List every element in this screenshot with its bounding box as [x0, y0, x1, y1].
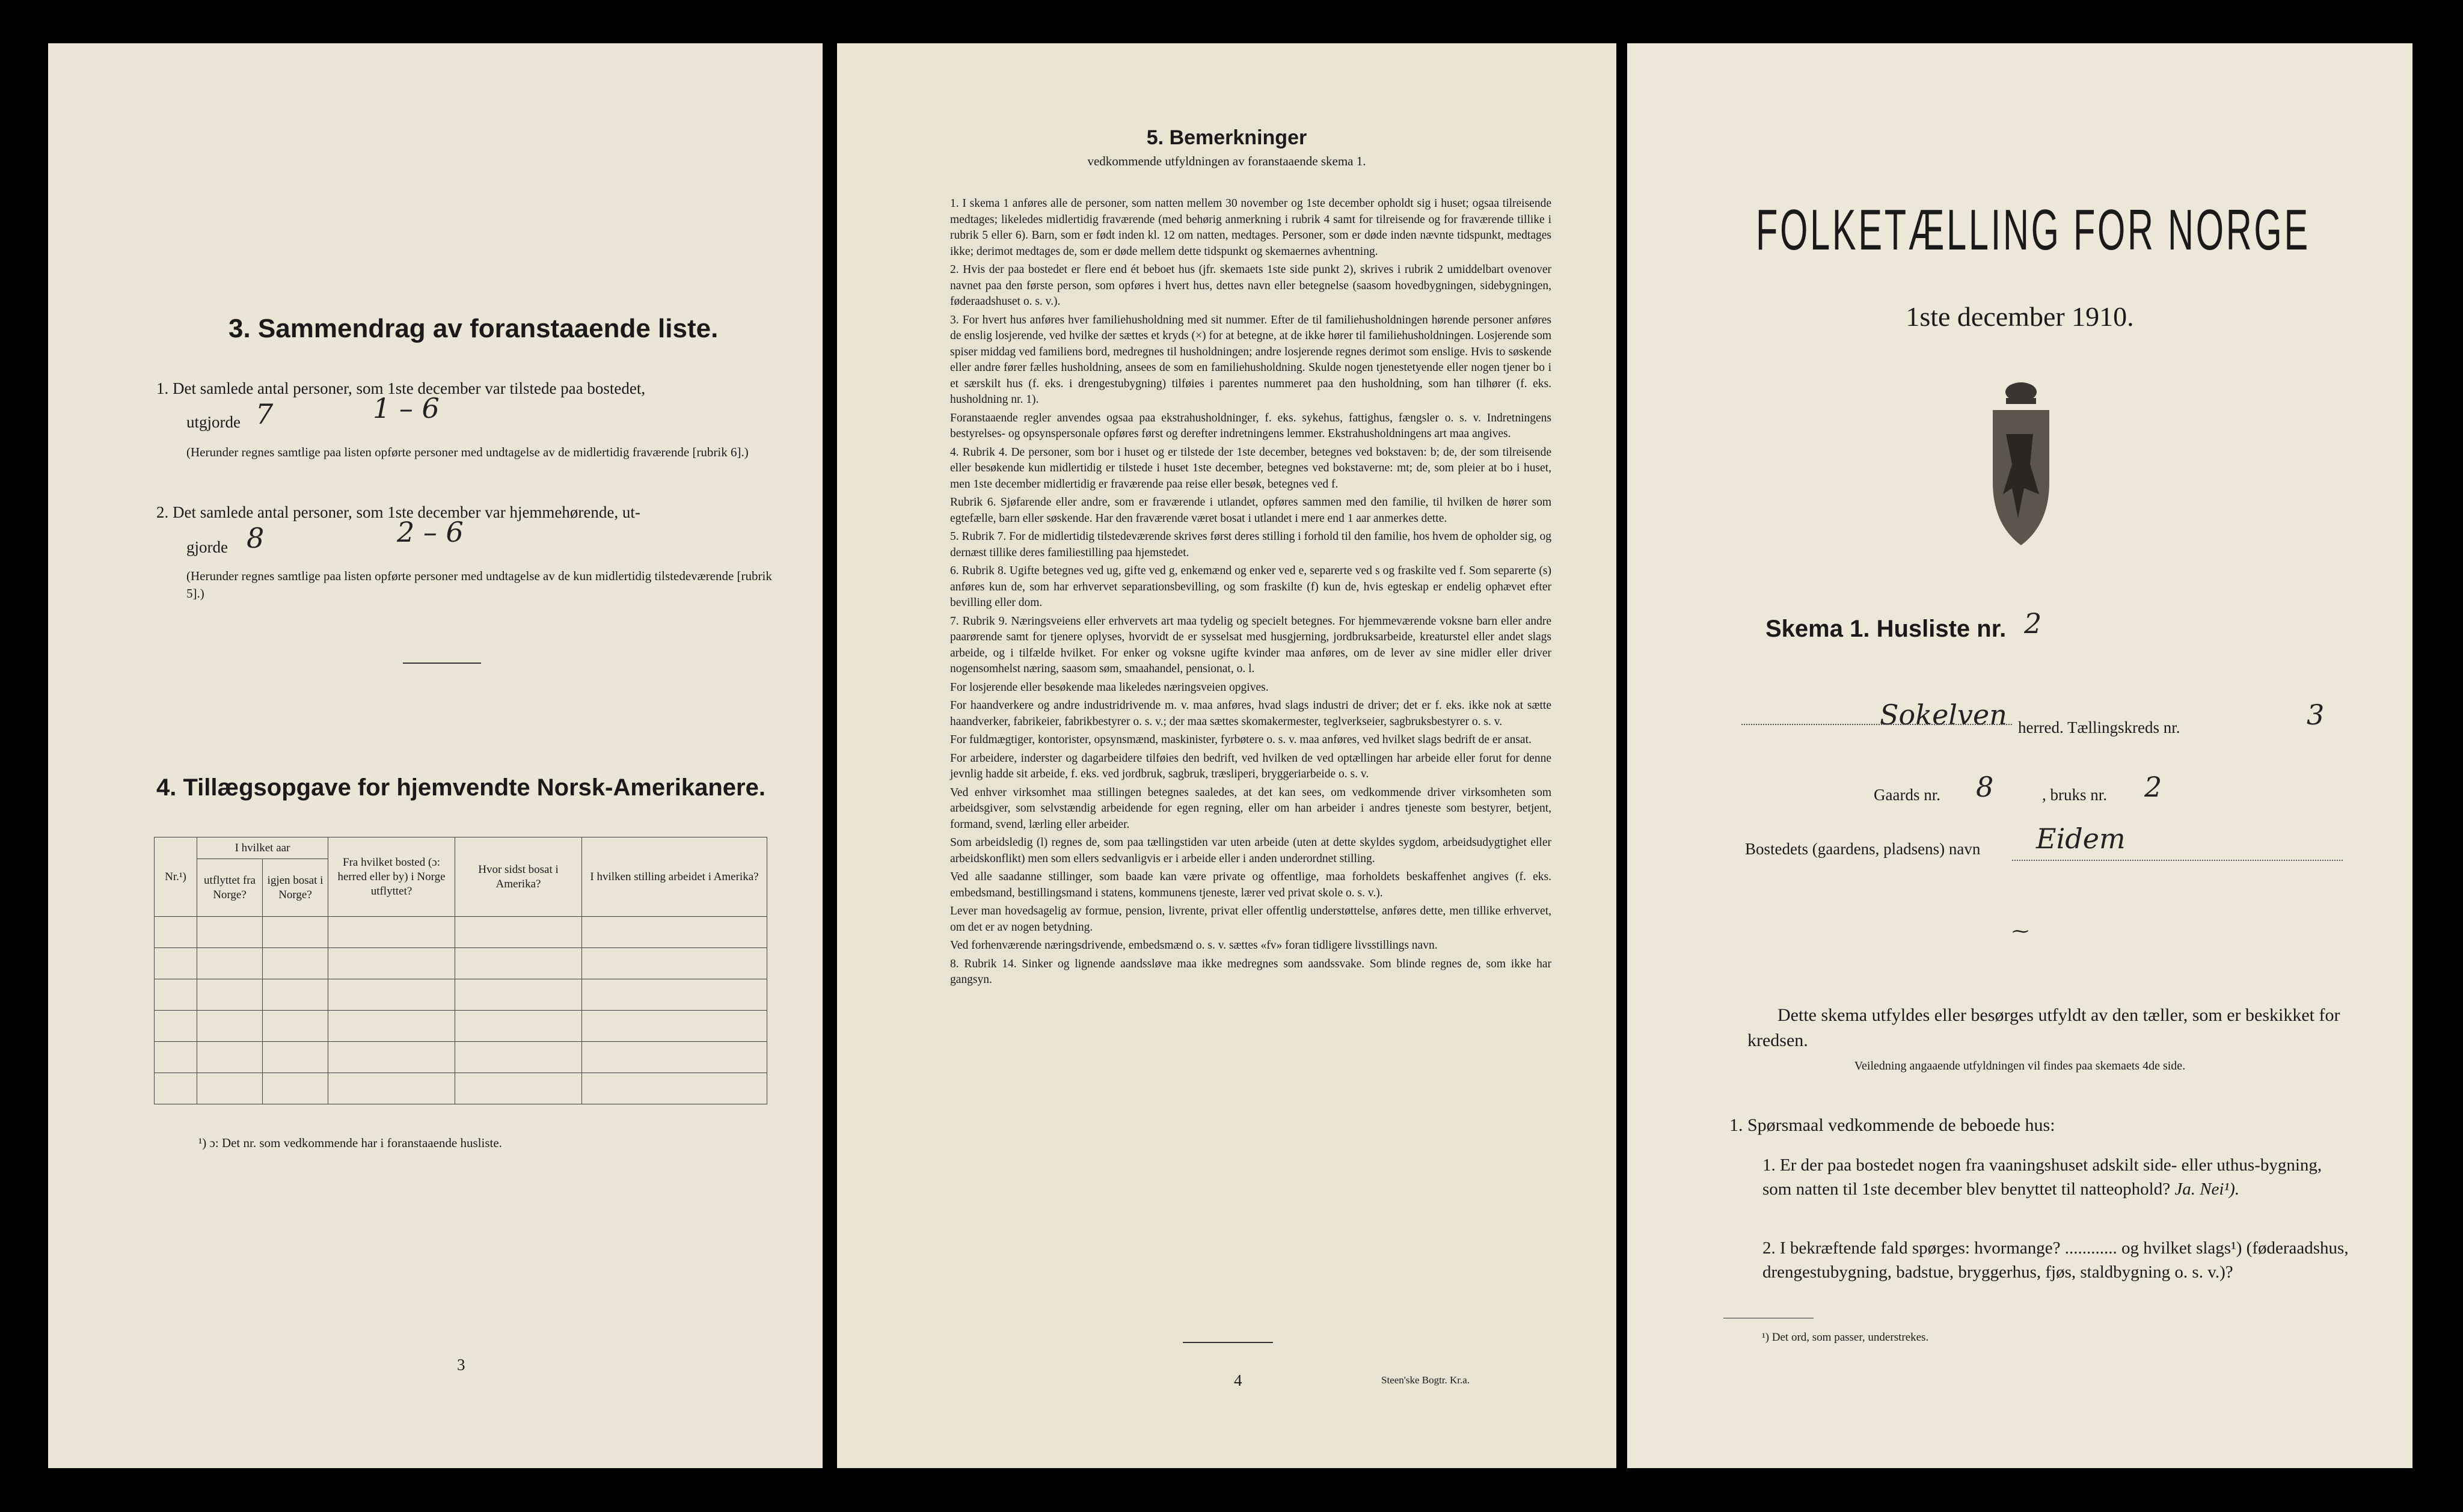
table-row: [155, 917, 767, 948]
herred-label: herred. Tællingskreds nr.: [2018, 718, 2180, 736]
bosted-line: [2012, 860, 2343, 861]
gaards-hand: 8: [1976, 771, 1994, 803]
remark-paragraph: 7. Rubrik 9. Næringsveiens eller erhvervets art maa tydelig og specielt betegnes. For hjemmeværende voksne barn eller andre paarørende samt for tjenere oplyses, hvorvidt de er sysselsat med husgjerning, jordbruksarbeide, kreaturstel eller andet slags arbeide, og i tilfælde hvilket. For enker og voksne ugifte kvinder maa anføres, om de lever av sine midler eller driver nogensomhelst næring, saasom søm, smaahandel, pensionat, o. l.: [950, 614, 1551, 675]
remark-paragraph: Ved alle saadanne stillinger, som baade kan være private og offentlige, maa forholdets beskaffenhet angives (f. eks. embedsmand, bestillingsmand i statens, kommunens tjeneste, lærer ved privat skole o. s. v.).: [950, 871, 1551, 899]
remark-paragraph: 1. I skema 1 anføres alle de personer, som natten mellem 30 november og 1ste december opholdt sig i huset; ogsaa tilreisende medtages; likeledes midlertidig fraværende (med behørig anmerkning i rubrik 4 samt for tilreisende og for fraværende tillike i rubrik 5 eller 6). Barn, som er født inden kl. 12 om natten, medtages. Personer, som er døde inden nævnte tidspunkt, medtages ikke; derimot medtages de, som er døde mellem dette tidspunkt og skemaernes avhentning.: [950, 197, 1551, 258]
divider: [1183, 1342, 1273, 1343]
bruks-hand: 2: [2144, 771, 2162, 803]
item2-hand-split: 2 – 6: [397, 516, 464, 548]
remark-paragraph: 4. Rubrik 4. De personer, som bor i huset og er tilstede der 1ste december, betegnes ved bokstaven: b; de, der som tilreisende eller besøkende kun midlertidig er tilstede i huset 1ste december, betegnes ved bokstaverne: mt; de, som pleier at bo i huset, men 1ste december midlertidig er fraværende paa reise eller besøk, betegnes ved f.: [950, 445, 1551, 491]
page-number: 4: [1234, 1371, 1242, 1389]
q1-1-question: 1. Er der paa bostedet nogen fra vaaningshuset adskilt side- eller uthus-bygning, som natten til 1ste december blev benyttet til natteophold?: [1762, 1155, 2322, 1199]
remark-paragraph: Rubrik 6. Sjøfarende eller andre, som er fraværende i utlandet, opføres sammen med den familie, til hvilken de hører som egtefælle, barn eller søskende. Har den fraværende været bosat i utlandet i mere end 1 aar anmerkes dette.: [950, 496, 1551, 525]
item1-hand-total: 7: [256, 398, 274, 430]
remark-paragraph: Som arbeidsledig (l) regnes de, som paa tællingstiden var uten arbeide (uten at dette skyldes sygdom, arbeidsudygtighet eller arbeidskonflikt) men som ellers sedvanligvis er i arbeide eller i anden underordnet stilling.: [950, 836, 1551, 865]
item2-hand-total: 8: [247, 522, 265, 554]
remark-paragraph: 3. For hvert hus anføres hver familiehusholdning med sit nummer. Efter de til familiehusholdningen hørende personer anføres de enslig losjerende, ved hvilke der sættes et kryds (×) for at betegne, at de ikke hører til familiehusholdningen. Losjerende som spiser middag ved familiens bord, medregnes til husholdningen; andre losjerende regnes derimot som enslige. Hvis to søskende eller andre fører fælles husholdning, ansees de som en familiehusholdning. Skulde nogen tjenestetyende eller nogen tjener bo i et særskilt hus (f. eks. i drengestubygning) tilføies i parentes nummeret paa den husholdning, som han tilhører (f. eks. husholdning nr. 1).: [950, 313, 1551, 406]
table-row: [155, 1042, 767, 1073]
item2-text: 2. Det samlede antal personer, som 1ste december var hjemmehørende, ut-: [156, 503, 640, 521]
remark-paragraph: 2. Hvis der paa bostedet er flere end ét beboet hus (jfr. skemaets 1ste side punkt 2), skrives i rubrik 2 umiddelbart ovenover navnet paa den første person, som opføres i hvert hus, dettes navn eller betegnelse (saasom hovedbygningen, sidebygningen, føderaadshuset o. s. v.).: [950, 263, 1551, 308]
page-number: 3: [457, 1356, 465, 1374]
printer-mark: Steen'ske Bogtr. Kr.a.: [1381, 1374, 1470, 1386]
schema-label: Skema 1. Husliste nr.: [1765, 616, 2007, 642]
remark-paragraph: For fuldmægtiger, kontorister, opsynsmænd, maskinister, fyrbøtere o. s. v. maa anføres, ved hvilket slags bedrift de er ansat.: [950, 733, 1532, 746]
remark-paragraph: For arbeidere, inderster og dagarbeidere tilføies den bedrift, ved hvilken de ved optællingen har arbeide eller forut for denne jevnlig hadde sit arbeide, f. eks. ved jordbruk, sagbruk, træsliperi, bryggeriarbeide o. s. v.: [950, 751, 1551, 780]
herred-line: [1741, 724, 2012, 725]
table-row: [155, 948, 767, 979]
page-3: [48, 43, 823, 1468]
remark-paragraph: Foranstaaende regler anvendes ogsaa paa ekstrahusholdninger, f. eks. sykehus, fattighus, fængsler o. s. v. Indretningens bestyrelses- og opsynspersonale opføres først og derefter indretningens lemmer. Ekstrahusholdningens art maa angives.: [950, 411, 1551, 440]
remark-paragraph: 5. Rubrik 7. For de midlertidig tilstedeværende skrives først deres stilling i forhold til den familie, hos hvem de opholder sig, og dernæst tillike deres familiestilling paa hjemstedet.: [950, 530, 1551, 559]
page-4: [837, 43, 1616, 1468]
gaards-label: Gaards nr.: [1874, 786, 1940, 804]
bosted-hand: Eidem: [2036, 822, 2126, 855]
col-stilling: I hvilken stilling arbeidet i Amerika?: [582, 837, 767, 917]
remark-paragraph: Ved enhver virksomhet maa stillingen betegnes saaledes, at det kan sees, om vedkommende driver virksomheten som arbeidsgiver, som selvstændig arbeidende for egen regning, eller om han arbeider i andres tjeneste som bestyrer, betjent, formand, svend, lærling eller arbeider.: [950, 786, 1551, 831]
remark-paragraph: For haandverkere og andre industridrivende m. v. maa anføres, hvad slags industri de driver; det er f. eks. ikke nok at sætte haandverker, fabrikeier, fabrikbestyrer o. s. v.; der maa sættes skomakermester, teglverkseier, sagbruksbestyrer o. s. v.: [950, 699, 1551, 728]
remarks-subheading: vedkommende utfyldningen av foranstaaende skema 1.: [1087, 154, 1366, 168]
bosted-label: Bostedets (gaardens, pladsens) navn: [1745, 840, 1981, 858]
bruks-label: , bruks nr.: [2042, 786, 2107, 804]
item1-utgjorde: utgjorde: [186, 413, 241, 431]
section4-heading: 4. Tillægsopgave for hjemvendte Norsk-Amerikanere.: [156, 774, 765, 801]
instruction-text: Dette skema utfyldes eller besørges utfyldt av den tæller, som er beskikket for kredsen.: [1747, 1005, 2340, 1050]
ornament-icon: ⁓: [2012, 922, 2029, 941]
item1-note: (Herunder regnes samtlige paa listen opførte personer med undtagelse av de midlertidig fraværende [rubrik 6].): [186, 445, 749, 459]
table-row: [155, 1011, 767, 1042]
coat-of-arms-icon: [1988, 380, 2054, 578]
item2-note: (Herunder regnes samtlige paa listen opførte personer med undtagelse av de kun midlertidig tilstedeværende [rubrik 5].): [186, 569, 772, 601]
remark-paragraph: For losjerende eller besøkende maa likeledes næringsveien opgives.: [950, 681, 1269, 694]
form-date: 1ste december 1910.: [1906, 301, 2134, 332]
q1-1-text: [1762, 1153, 2352, 1201]
q1-heading: 1. Spørsmaal vedkommende de beboede hus:: [1729, 1115, 2055, 1135]
remark-paragraph: 8. Rubrik 14. Sinker og lignende aandssløve maa ikke medregnes som aandssvake. Som blinde regnes de, som ikke har gangsyn.: [950, 957, 1551, 986]
q1-1-answer: Ja. Nei¹).: [2174, 1180, 2240, 1199]
table-row: [155, 1073, 767, 1104]
col-nr: Nr.¹): [155, 837, 197, 917]
form-title: FOLKETÆLLING FOR NORGE: [1756, 198, 2310, 262]
remarks-list: [950, 196, 1551, 991]
table-row: [155, 979, 767, 1011]
divider: [403, 663, 481, 664]
section3-heading: 3. Sammendrag av foranstaaende liste.: [229, 314, 719, 343]
remark-paragraph: Lever man hovedsagelig av formue, pension, livrente, privat eller offentlig understøttelse, anføres dette, men tillike erhvervet, om det er av nogen betydning.: [950, 905, 1551, 934]
item2-gjorde: gjorde: [186, 538, 228, 556]
item1-text: 1. Det samlede antal personer, som 1ste december var tilstede paa bostedet,: [156, 379, 646, 397]
item1-hand-split: 1 – 6: [373, 392, 440, 424]
remark-paragraph: Ved forhenværende næringsdrivende, embedsmænd o. s. v. sættes «fv» foran tidligere livsstillings navn.: [950, 939, 1438, 952]
col-bosted: Fra hvilket bosted (ɔ: herred eller by) i Norge utflyttet?: [328, 837, 455, 917]
kreds-hand: 3: [2307, 699, 2325, 731]
col-sidst: Hvor sidst bosat i Amerika?: [455, 837, 582, 917]
guide-note: Veiledning angaaende utfyldningen vil findes paa skemaets 4de side.: [1854, 1059, 2186, 1073]
col-igjen: igjen bosat i Norge?: [263, 859, 328, 917]
footnote: ¹) Det ord, som passer, understrekes.: [1762, 1331, 1929, 1344]
herred-hand: Sokelven: [1880, 699, 2007, 731]
section4-footnote: ¹) ɔ: Det nr. som vedkommende har i foranstaaende husliste.: [198, 1136, 502, 1150]
col-group-aar: I hvilket aar: [197, 837, 328, 859]
q1-2-text: 2. I bekræftende fald spørges: hvormange? ............ og hvilket slags¹) (føderaadshus, drengestubygning, badstue, bryggerhus, fjøs, staldbygning o. s. v.)?: [1762, 1238, 2349, 1282]
remarks-heading: 5. Bemerkninger: [1146, 126, 1307, 149]
remark-paragraph: 6. Rubrik 8. Ugifte betegnes ved ug, gifte ved g, enkemænd og enker ved e, separerte ved s og fraskilte ved f. Som separerte (s) anføres kun de, som har erhvervet separationsbevilling, og som fraskilte (f) kun de, hvis egteskap er endelig ophævet efter bevilling eller dom.: [950, 565, 1551, 609]
col-utflyttet: utflyttet fra Norge?: [197, 859, 263, 917]
norsk-amerikanere-table: [154, 837, 767, 1104]
schema-hand-nr: 2: [2024, 607, 2042, 640]
page-1: [1627, 43, 2412, 1468]
